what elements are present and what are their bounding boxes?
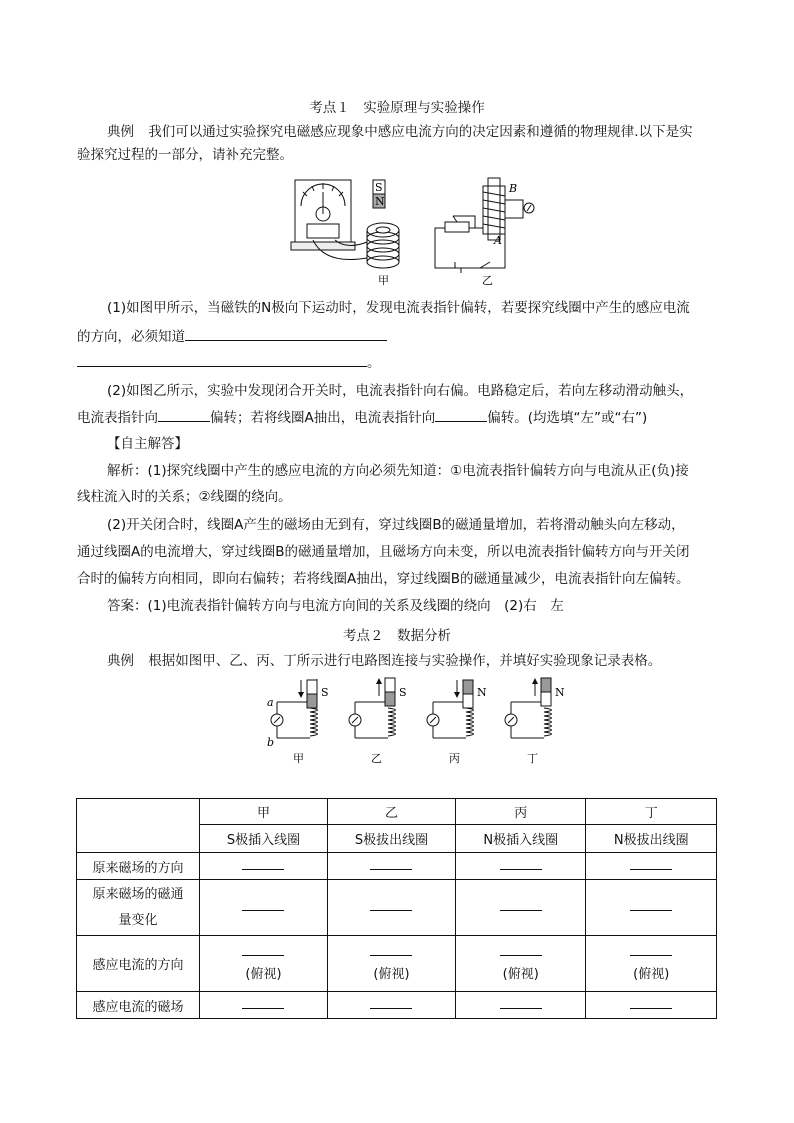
caption-yi-2: 乙 <box>371 752 382 765</box>
answer-blank[interactable] <box>370 945 412 956</box>
view-note: (俯视) <box>633 966 670 982</box>
row2-line1: 原来磁场的磁通 <box>92 886 184 902</box>
example2-label: 典例 <box>107 653 134 669</box>
caption-yi: 乙 <box>482 274 493 287</box>
pole-label-4: N <box>555 686 565 699</box>
q2-part-a: 电流表指针向 <box>77 410 158 426</box>
q1-text: (1)如图甲所示，当磁铁的N极向下运动时，发现电流表指针偏转，若要探究线圈中产生的感应电流 <box>107 300 690 316</box>
operation-bing: N极插入线圈 <box>455 825 586 853</box>
operation-jia: S极插入线圈 <box>200 825 328 853</box>
q1-blank-2[interactable] <box>77 352 367 367</box>
section1-title: 考点１ 实验原理与实验操作 <box>309 100 485 116</box>
observation-table <box>76 798 717 1019</box>
analysis-text-1: 解析：(1)探究线圈中产生的感应电流的方向必须先知道：①电流表指针偏转方向与电流从正(负)接 <box>107 463 689 479</box>
answer-blank[interactable] <box>242 945 284 956</box>
section1-intro <box>77 122 717 142</box>
row-label-current-direction: 感应电流的方向 <box>77 936 200 992</box>
circuit-jia-parts <box>267 680 329 765</box>
answer-text: 答案：(1)电流表指针偏转方向与电流方向间的关系及线圈的绕向 (2)右 左 <box>107 598 564 614</box>
q2-blank-1[interactable] <box>158 407 210 422</box>
answer-blank[interactable] <box>242 900 284 911</box>
table-row <box>77 992 717 1019</box>
col-header-jia: 甲 <box>200 799 328 825</box>
view-note: (俯视) <box>502 966 539 982</box>
q2-line1 <box>77 381 717 401</box>
operation-ding: N极拔出线圈 <box>586 825 717 853</box>
q1-line1 <box>77 298 717 318</box>
answer-blank[interactable] <box>500 998 542 1009</box>
coil-a-label: A <box>494 234 502 247</box>
row-label-field-direction: 原来磁场的方向 <box>77 853 200 880</box>
section2-intro <box>77 651 717 671</box>
answer-blank[interactable] <box>500 945 542 956</box>
table-corner <box>77 799 200 853</box>
caption-jia: 甲 <box>378 274 389 287</box>
answer-blank[interactable] <box>242 998 284 1009</box>
caption-bing: 丙 <box>449 752 460 765</box>
answer-line <box>77 596 717 616</box>
q1-prompt: 的方向，必须知道 <box>77 329 185 345</box>
magnet-s-label: S <box>375 181 383 194</box>
pole-label-2: S <box>399 686 407 699</box>
row2-line2: 量变化 <box>118 912 158 928</box>
row-label-induced-field: 感应电流的磁场 <box>77 992 200 1019</box>
col-header-bing: 丙 <box>455 799 586 825</box>
answer-blank[interactable] <box>630 900 672 911</box>
circuit-yi <box>349 678 407 765</box>
analysis-text-3: (2)开关闭合时，线圈A产生的磁场由无到有，穿过线圈B的磁通量增加，若将滑动触头向左移动， <box>107 517 685 533</box>
analysis-line3 <box>77 515 717 535</box>
circuit-ding <box>505 678 565 765</box>
intro-line2: 验探究过程的一部分，请补充完整。 <box>77 147 293 163</box>
col-header-yi: 乙 <box>327 799 455 825</box>
figure-four-circuits <box>255 674 575 770</box>
bar-magnet-icon <box>373 180 385 208</box>
q1-line3 <box>77 352 717 373</box>
operation-yi: S极拔出线圈 <box>327 825 455 853</box>
q1-end: 。 <box>367 355 381 371</box>
table-row <box>77 880 717 936</box>
table-row <box>77 936 717 992</box>
intro-line1: 我们可以通过实验探究电磁感应现象中感应电流方向的决定因素和遵循的物理规律.以下是实 <box>148 124 693 140</box>
answer-blank[interactable] <box>370 859 412 870</box>
answer-blank[interactable] <box>500 900 542 911</box>
figure-jia-yi <box>285 170 555 290</box>
magnet-n-label: N <box>375 195 385 208</box>
analysis-line2: 线柱流入时的关系；②线圈的绕向。 <box>77 489 292 505</box>
q2-blank-2[interactable] <box>435 407 487 422</box>
analysis-line4: 通过线圈A的电流增大，穿过线圈B的磁通量增加，且磁场方向未变，所以电流表指针偏转方向与开关闭 <box>77 544 690 560</box>
term-a-1: a <box>267 696 274 709</box>
q1-blank-1[interactable] <box>185 326 387 341</box>
coil-b-label: B <box>509 182 518 195</box>
q2-text: (2)如图乙所示，实验中发现闭合开关时，电流表指针向右偏。电路稳定后，若向左移动滑动触头， <box>107 383 694 399</box>
term-b-1: b <box>267 736 275 749</box>
example-label: 典例 <box>107 124 134 140</box>
pole-label-1: S <box>321 686 329 699</box>
self-solve-label: 【自主解答】 <box>107 436 188 452</box>
q1-line2 <box>77 326 717 347</box>
col-header-ding: 丁 <box>586 799 717 825</box>
view-note: (俯视) <box>373 966 410 982</box>
row-label-flux-change <box>77 880 200 936</box>
answer-blank[interactable] <box>242 859 284 870</box>
table-row <box>77 853 717 880</box>
caption-ding: 丁 <box>527 752 538 765</box>
self-solve <box>77 434 717 454</box>
answer-blank[interactable] <box>630 998 672 1009</box>
galvanometer-jia-icon <box>291 180 355 250</box>
answer-blank[interactable] <box>370 998 412 1009</box>
q2-part-c: 偏转。(均选填“左”或“右”) <box>487 410 648 426</box>
analysis-line5: 合时的偏转方向相同，即向右偏转；若将线圈A抽出，穿过线圈B的磁通量减少，电流表指针向左偏转。 <box>77 571 690 587</box>
q2-part-b: 偏转；若将线圈A抽出，电流表指针向 <box>210 410 436 426</box>
section2-title: 考点２ 数据分析 <box>343 628 451 644</box>
pole-label-3: N <box>477 686 487 699</box>
section2-intro-text: 根据如图甲、乙、丙、丁所示进行电路图连接与实验操作，并填好实验现象记录表格。 <box>148 653 662 669</box>
answer-blank[interactable] <box>500 859 542 870</box>
view-note: (俯视) <box>245 966 282 982</box>
answer-blank[interactable] <box>630 945 672 956</box>
analysis-line1 <box>77 461 717 481</box>
q2-line2 <box>77 407 717 428</box>
answer-blank[interactable] <box>370 900 412 911</box>
circuit-yi-icon <box>435 178 534 273</box>
caption-jia-2: 甲 <box>293 752 304 765</box>
circuit-bing <box>427 680 487 765</box>
answer-blank[interactable] <box>630 859 672 870</box>
